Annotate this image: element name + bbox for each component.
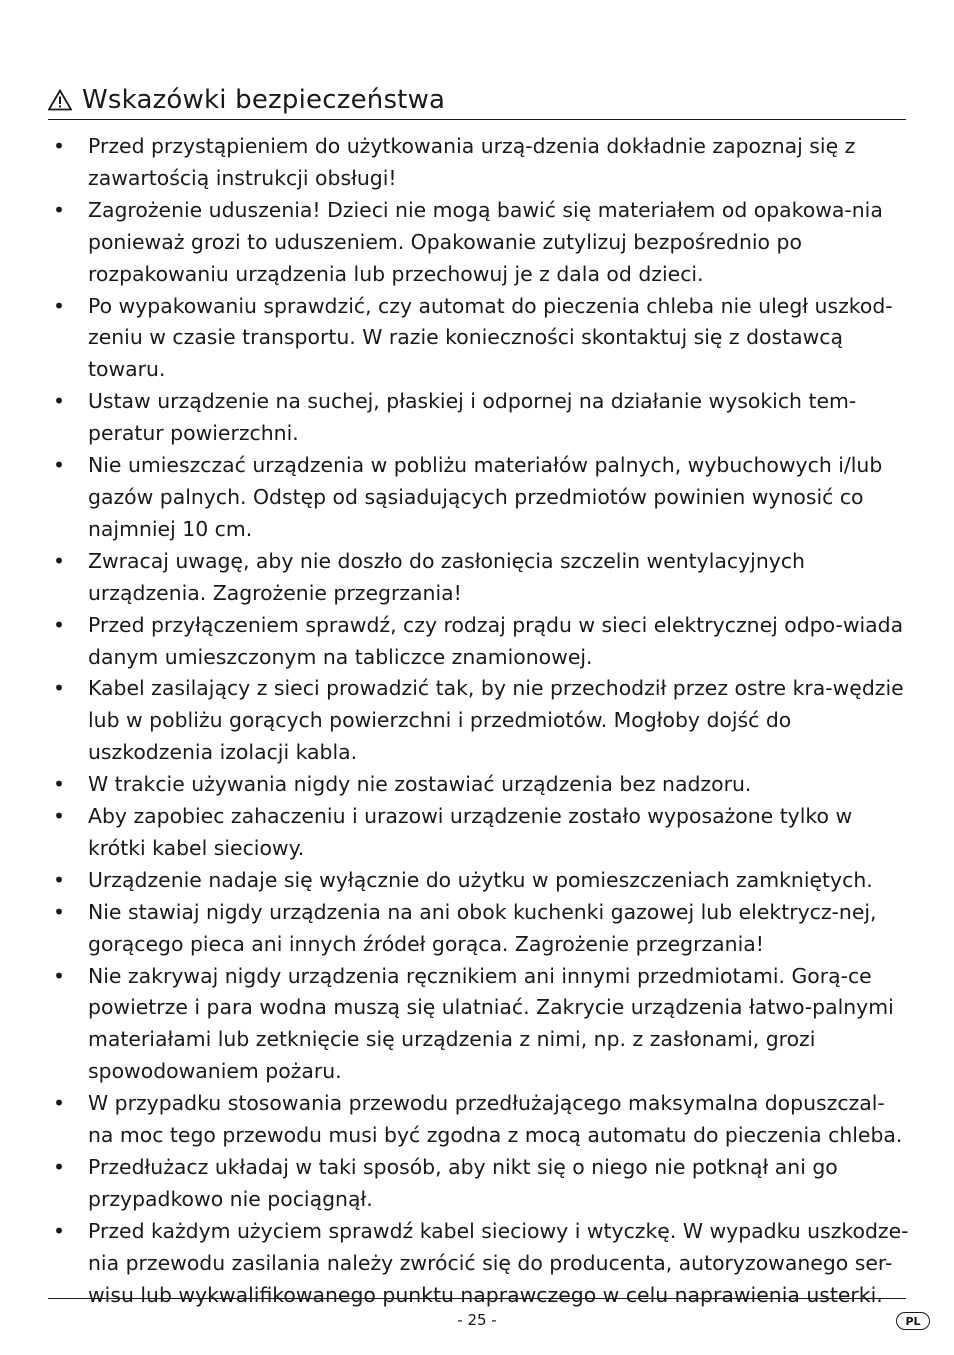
list-item-text: Przed każdym użyciem sprawdź kabel sieciowy i wtyczkę. W wypadku uszkodze-nia przewodu zasilania należy zwrócić się do producenta, autoryzowanego ser-wisu lub wykwalifikowanego punktu naprawczego w celu naprawienia usterki.	[88, 1218, 909, 1307]
list-item-text: Aby zapobiec zahaczeniu i urazowi urządzenie zostało wyposażone tylko w krótki kabel sieciowy.	[88, 804, 853, 860]
list-item-text: Nie stawiaj nigdy urządzenia na ani obok kuchenki gazowej lub elektrycz-nej, gorącego pieca ani innych źródeł gorąca. Zagrożenie przegrzania!	[88, 899, 877, 956]
list-item-text: W przypadku stosowania przewodu przedłużającego maksymalna dopuszczal-na moc tego przewodu musi być zgodna z mocą automatu do pieczenia chleba.	[88, 1091, 903, 1148]
bullet: •	[53, 867, 66, 892]
warning-triangle-icon	[48, 89, 72, 111]
bullet: •	[53, 899, 66, 924]
bullet: •	[53, 389, 66, 414]
bullet: •	[53, 1155, 66, 1179]
list-item-text: Po wypakowaniu sprawdzić, czy automat do pieczenia chleba nie uległ uszkod-zeniu w czasie transportu. W razie konieczności skontaktuj się z dostawcą towaru.	[88, 293, 893, 382]
list-item-text: Przed przyłączeniem sprawdź, czy rodzaj prądu w sieci elektrycznej odpo-wiada danym umieszczonym na tabliczce znamionowej.	[88, 612, 904, 669]
list-item	[48, 546, 910, 610]
bullet: •	[53, 804, 66, 829]
footer-divider	[48, 1298, 906, 1299]
list-item	[48, 386, 910, 450]
list-item	[48, 1088, 910, 1152]
bullet: •	[53, 197, 66, 222]
list-item-text: W trakcie używania nigdy nie zostawiać urządzenia bez nadzoru.	[88, 772, 752, 797]
bullet: •	[53, 134, 66, 158]
list-item	[48, 961, 910, 1089]
bullet: •	[53, 453, 66, 478]
list-item-text: Nie umieszczać urządzenia w pobliżu materiałów palnych, wybuchowych i/lub gazów palnych. Odstęp od sąsiadujących przedmiotów powinien wynosić co najmniej 10 cm.	[88, 453, 883, 541]
bullet: •	[53, 963, 66, 988]
list-item	[48, 131, 910, 195]
list-item	[48, 897, 910, 961]
list-item-text: Urządzenie nadaje się wyłącznie do użytku w pomieszczeniach zamkniętych.	[88, 867, 873, 892]
bullet: •	[53, 772, 66, 797]
page-number: - 25 -	[457, 1311, 497, 1329]
bullet: •	[53, 676, 66, 701]
section-heading	[48, 80, 906, 120]
page-title: Wskazówki bezpieczeństwa	[82, 84, 446, 115]
bullet: •	[53, 1091, 66, 1116]
list-item	[48, 1152, 910, 1216]
list-item-text: Ustaw urządzenie na suchej, płaskiej i odpornej na działanie wysokich tem-peratur powierzchni.	[88, 389, 857, 446]
bullet: •	[53, 293, 66, 318]
list-item-text: Przedłużacz układaj w taki sposób, aby nikt się o niego nie potknął ani go przypadkowo nie pociągnął.	[88, 1155, 838, 1211]
language-badge: PL	[896, 1312, 930, 1330]
list-item	[48, 865, 910, 897]
list-item-text: Przed przystąpieniem do użytkowania urzą-dzenia dokładnie zapoznaj się z zawartością instrukcji obsługi!	[88, 134, 856, 190]
list-item	[48, 610, 910, 674]
list-item	[48, 195, 910, 291]
list-item	[48, 801, 910, 865]
list-item	[48, 673, 910, 769]
list-item-text: Kabel zasilający z sieci prowadzić tak, by nie przechodził przez ostre kra-wędzie lub w pobliżu gorących powierzchni i przedmiotów. Mogłoby dojść do uszkodzenia izolacji kabla.	[88, 676, 904, 765]
list-item-text: Nie zakrywaj nigdy urządzenia ręcznikiem ani innymi przedmiotami. Gorą-ce powietrze i para wodna muszą się ulatniać. Zakrycie urządzenia łatwo-palnymi materiałami lub zetknięcie się urządzenia z nimi, np. z zasłonami, grozi spowodowaniem pożaru.	[88, 963, 894, 1084]
safety-instructions-list	[48, 131, 910, 1312]
bullet: •	[53, 612, 66, 637]
list-item	[48, 450, 910, 546]
list-item-text: Zwracaj uwagę, aby nie doszło do zasłonięcia szczelin wentylacyjnych urządzenia. Zagrożenie przegrzania!	[88, 548, 805, 605]
bullet: •	[53, 548, 66, 573]
list-item	[48, 769, 910, 801]
bullet: •	[53, 1218, 66, 1243]
list-item-text: Zagrożenie uduszenia! Dzieci nie mogą bawić się materiałem od opakowa-nia ponieważ grozi to uduszeniem. Opakowanie zutylizuj bezpośrednio po rozpakowaniu urządzenia lub przechowuj je z dala od dzieci.	[88, 197, 883, 286]
list-item	[48, 291, 910, 387]
